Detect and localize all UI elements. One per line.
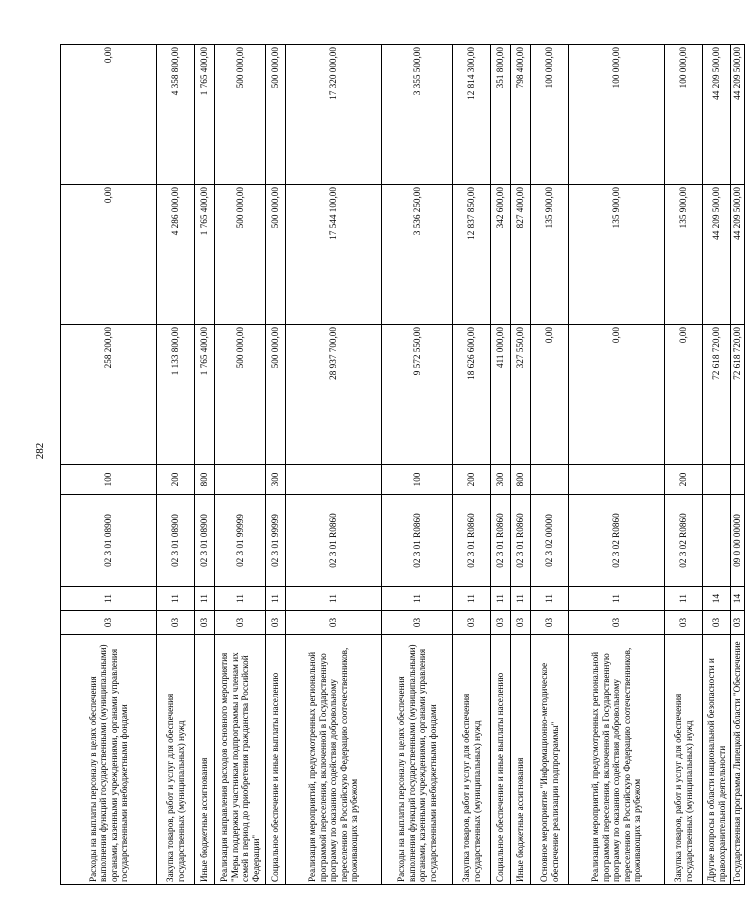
target-article-cell: 02 3 01 99999	[266, 495, 286, 587]
section-code-cell: 03	[511, 611, 531, 635]
expense-type-cell: 800	[195, 465, 215, 495]
row-name-cell: Реализация направления расходов основного мероприятия "Меры поддержки участникам подпрограммы и членам их семей в период до приобретения гражданства Российской Федерации"	[215, 635, 266, 885]
expense-type-cell: 800	[511, 465, 531, 495]
budget-table	[60, 44, 745, 885]
section-code-cell: 03	[215, 611, 266, 635]
row-name-cell: Иные бюджетные ассигнования	[195, 635, 215, 885]
section-code-cell: 03	[703, 611, 731, 635]
table-row	[703, 45, 731, 885]
amount-year2-cell: 135 900,00	[531, 185, 569, 325]
amount-year2-cell: 1 765 400,00	[195, 185, 215, 325]
amount-year3-cell: 0,00	[61, 45, 157, 185]
table-row	[195, 45, 215, 885]
subsection-code-cell: 11	[286, 587, 382, 611]
expense-type-cell	[286, 465, 382, 495]
amount-year3-cell: 500 000,00	[266, 45, 286, 185]
section-code-cell: 03	[731, 611, 745, 635]
target-article-cell: 02 3 01 R0860	[453, 495, 491, 587]
table-row	[453, 45, 491, 885]
amount-year2-cell: 3 536 250,00	[382, 185, 453, 325]
target-article-cell: 09 0 00 00000	[731, 495, 745, 587]
amount-year1-cell: 0,00	[665, 325, 703, 465]
row-name-cell: Социальное обеспечение и иные выплаты населению	[266, 635, 286, 885]
amount-year3-cell: 44 209 500,00	[703, 45, 731, 185]
target-article-cell	[703, 495, 731, 587]
section-code-cell: 03	[382, 611, 453, 635]
table-row	[569, 45, 665, 885]
expense-type-cell: 300	[266, 465, 286, 495]
amount-year3-cell: 17 320 000,00	[286, 45, 382, 185]
subsection-code-cell: 11	[491, 587, 511, 611]
amount-year3-cell: 100 000,00	[531, 45, 569, 185]
expense-type-cell	[215, 465, 266, 495]
amount-year1-cell: 327 550,00	[511, 325, 531, 465]
section-code-cell: 03	[665, 611, 703, 635]
subsection-code-cell: 11	[157, 587, 195, 611]
subsection-code-cell: 11	[569, 587, 665, 611]
row-name-cell: Основное мероприятие "Информационно-методическое обеспечение реализации подпрограммы"	[531, 635, 569, 885]
expense-type-cell	[531, 465, 569, 495]
target-article-cell: 02 3 01 08900	[61, 495, 157, 587]
amount-year1-cell: 1 765 400,00	[195, 325, 215, 465]
amount-year1-cell: 411 000,00	[491, 325, 511, 465]
expense-type-cell: 200	[665, 465, 703, 495]
table-row	[215, 45, 266, 885]
amount-year2-cell: 135 900,00	[569, 185, 665, 325]
amount-year2-cell: 44 209 500,00	[703, 185, 731, 325]
expense-type-cell	[569, 465, 665, 495]
expense-type-cell: 100	[382, 465, 453, 495]
rotated-page-content	[60, 45, 743, 885]
amount-year3-cell: 12 814 300,00	[453, 45, 491, 185]
amount-year1-cell: 258 200,00	[61, 325, 157, 465]
expense-type-cell: 300	[491, 465, 511, 495]
amount-year2-cell: 827 400,00	[511, 185, 531, 325]
target-article-cell: 02 3 01 R0860	[286, 495, 382, 587]
table-row	[61, 45, 157, 885]
row-name-cell: Иные бюджетные ассигнования	[511, 635, 531, 885]
table-row	[665, 45, 703, 885]
subsection-code-cell: 11	[665, 587, 703, 611]
section-code-cell: 03	[569, 611, 665, 635]
subsection-code-cell: 11	[215, 587, 266, 611]
amount-year3-cell: 3 355 500,00	[382, 45, 453, 185]
target-article-cell: 02 3 02 00000	[531, 495, 569, 587]
row-name-cell: Социальное обеспечение и иные выплаты населению	[491, 635, 511, 885]
table-row	[157, 45, 195, 885]
section-code-cell: 03	[266, 611, 286, 635]
section-code-cell: 03	[453, 611, 491, 635]
amount-year3-cell: 4 358 800,00	[157, 45, 195, 185]
section-code-cell: 03	[286, 611, 382, 635]
amount-year1-cell: 0,00	[569, 325, 665, 465]
row-name-cell: Реализация мероприятий, предусмотренных региональной программой переселения, включенной в Государственную программу по оказанию содействия добровольному переселению в Российскую Федерацию соотечественников, проживающих за рубежом	[569, 635, 665, 885]
amount-year1-cell: 9 572 550,00	[382, 325, 453, 465]
subsection-code-cell: 11	[266, 587, 286, 611]
target-article-cell: 02 3 01 R0860	[382, 495, 453, 587]
amount-year1-cell: 500 000,00	[215, 325, 266, 465]
amount-year2-cell: 17 544 100,00	[286, 185, 382, 325]
table-row	[382, 45, 453, 885]
row-name-cell: Расходы на выплаты персоналу в целях обеспечения выполнения функций государственными (муниципальными) органами, казенными учреждениями, органами управления государственными внебюджетными фондами	[382, 635, 453, 885]
subsection-code-cell: 14	[731, 587, 745, 611]
target-article-cell: 02 3 02 R0860	[569, 495, 665, 587]
subsection-code-cell: 11	[531, 587, 569, 611]
target-article-cell: 02 3 01 R0860	[511, 495, 531, 587]
table-row	[731, 45, 745, 885]
expense-type-cell: 200	[453, 465, 491, 495]
amount-year3-cell: 500 000,00	[215, 45, 266, 185]
expense-type-cell: 200	[157, 465, 195, 495]
amount-year2-cell: 0,00	[61, 185, 157, 325]
amount-year2-cell: 4 286 000,00	[157, 185, 195, 325]
row-name-cell: Закупка товаров, работ и услуг для обеспечения государственных (муниципальных) нужд	[453, 635, 491, 885]
section-code-cell: 03	[491, 611, 511, 635]
row-name-cell: Государственная программа Липецкой области "Обеспечение	[731, 635, 745, 885]
section-code-cell: 03	[61, 611, 157, 635]
amount-year1-cell: 500 000,00	[266, 325, 286, 465]
table-row	[511, 45, 531, 885]
expense-type-cell	[703, 465, 731, 495]
amount-year1-cell: 18 626 600,00	[453, 325, 491, 465]
amount-year2-cell: 12 837 850,00	[453, 185, 491, 325]
amount-year3-cell: 100 000,00	[665, 45, 703, 185]
expense-type-cell	[731, 465, 745, 495]
row-name-cell: Закупка товаров, работ и услуг для обеспечения государственных (муниципальных) нужд	[157, 635, 195, 885]
subsection-code-cell: 11	[453, 587, 491, 611]
amount-year1-cell: 0,00	[531, 325, 569, 465]
row-name-cell: Другие вопросы в области национальной безопасности и правоохранительной деятельности	[703, 635, 731, 885]
section-code-cell: 03	[195, 611, 215, 635]
target-article-cell: 02 3 01 08900	[195, 495, 215, 587]
subsection-code-cell: 14	[703, 587, 731, 611]
amount-year2-cell: 135 900,00	[665, 185, 703, 325]
target-article-cell: 02 3 01 R0860	[491, 495, 511, 587]
section-code-cell: 03	[157, 611, 195, 635]
amount-year1-cell: 28 937 700,00	[286, 325, 382, 465]
target-article-cell: 02 3 01 99999	[215, 495, 266, 587]
amount-year1-cell: 72 618 720,00	[731, 325, 745, 465]
amount-year3-cell: 798 400,00	[511, 45, 531, 185]
row-name-cell: Расходы на выплаты персоналу в целях обеспечения выполнения функций государственными (муниципальными) органами, казенными учреждениями, органами управления государственными внебюджетными фондами	[61, 635, 157, 885]
subsection-code-cell: 11	[61, 587, 157, 611]
table-row	[531, 45, 569, 885]
table-row	[266, 45, 286, 885]
row-name-cell: Реализация мероприятий, предусмотренных региональной программой переселения, включенной в Государственную программу по оказанию содействия добровольному переселению в Российскую Федерацию соотечественников, проживающих за рубежом	[286, 635, 382, 885]
target-article-cell: 02 3 02 R0860	[665, 495, 703, 587]
page-number: 282	[34, 442, 46, 460]
subsection-code-cell: 11	[382, 587, 453, 611]
amount-year3-cell: 1 765 400,00	[195, 45, 215, 185]
subsection-code-cell: 11	[511, 587, 531, 611]
target-article-cell: 02 3 01 08900	[157, 495, 195, 587]
amount-year2-cell: 500 000,00	[266, 185, 286, 325]
row-name-cell: Закупка товаров, работ и услуг для обеспечения государственных (муниципальных) нужд	[665, 635, 703, 885]
section-code-cell: 03	[531, 611, 569, 635]
amount-year1-cell: 1 133 800,00	[157, 325, 195, 465]
expense-type-cell: 100	[61, 465, 157, 495]
amount-year2-cell: 44 209 500,00	[731, 185, 745, 325]
amount-year2-cell: 342 600,00	[491, 185, 511, 325]
amount-year3-cell: 44 209 500,00	[731, 45, 745, 185]
amount-year3-cell: 100 000,00	[569, 45, 665, 185]
table-row	[286, 45, 382, 885]
table-row	[491, 45, 511, 885]
amount-year1-cell: 72 618 720,00	[703, 325, 731, 465]
amount-year2-cell: 500 000,00	[215, 185, 266, 325]
amount-year3-cell: 351 800,00	[491, 45, 511, 185]
subsection-code-cell: 11	[195, 587, 215, 611]
